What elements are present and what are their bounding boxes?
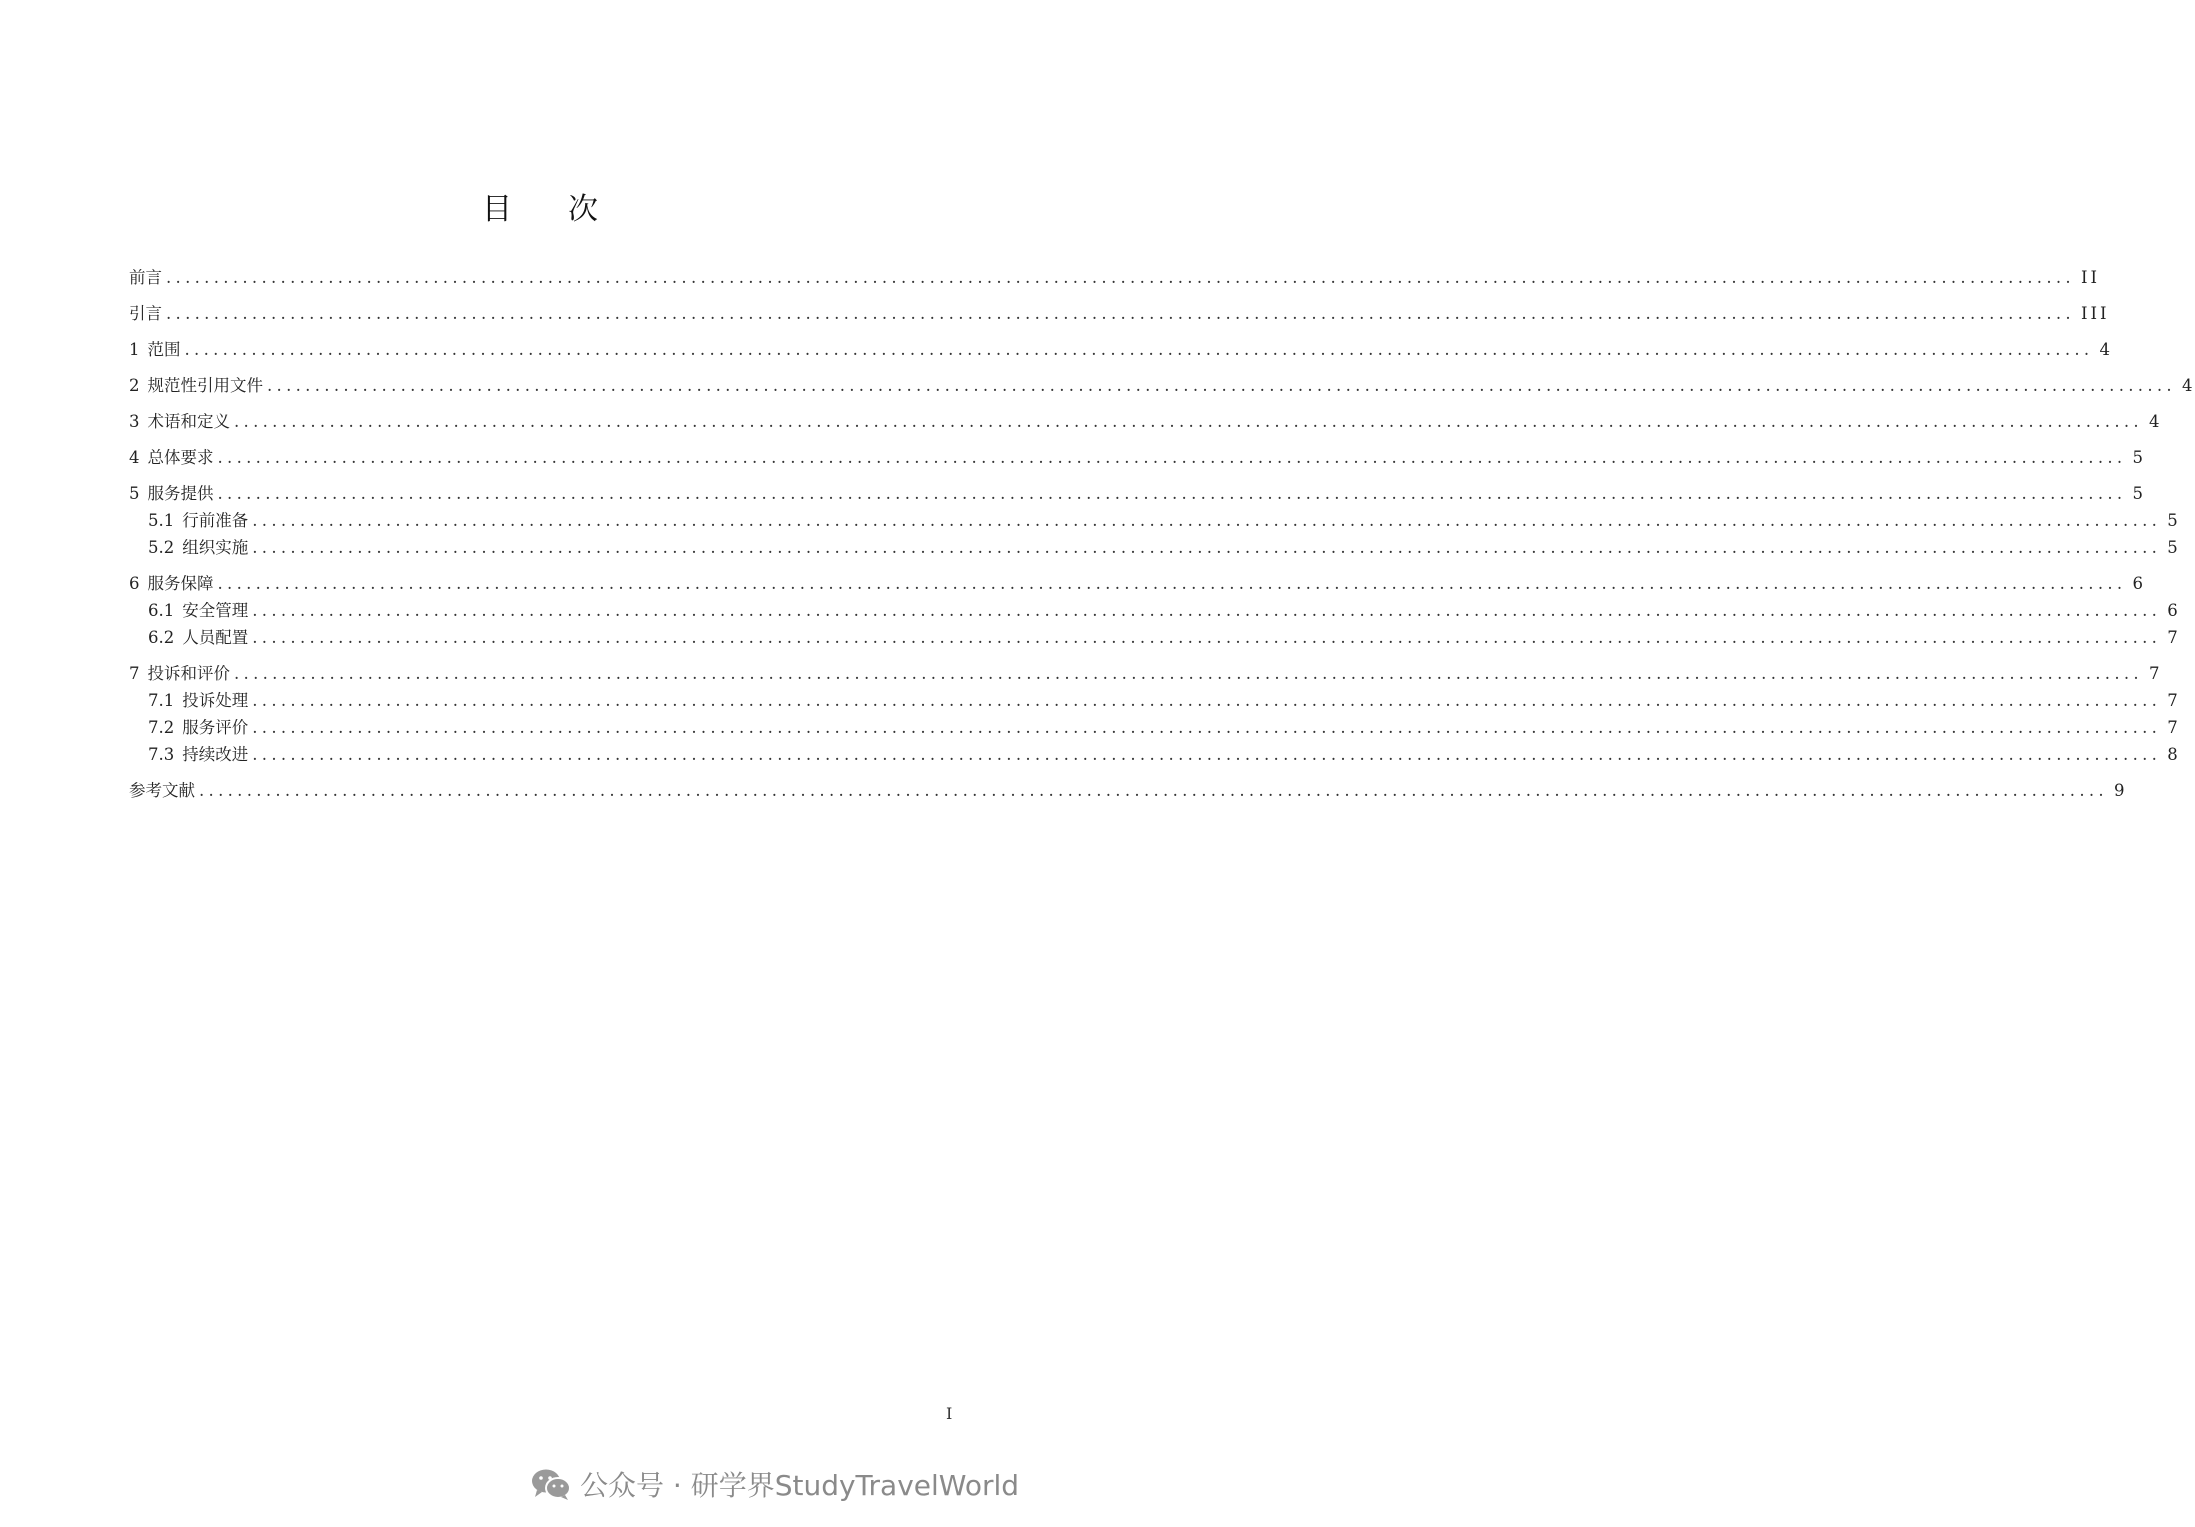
toc-dot-leader: ........................................................................................................................................................................................................ <box>217 484 2127 503</box>
toc-entry-number: 6 <box>129 574 140 593</box>
toc-entry-label <box>129 483 218 505</box>
toc-entry-label <box>148 717 252 739</box>
toc-entry-title: 服务提供 <box>147 484 214 503</box>
toc-entry-label <box>129 375 267 397</box>
title-char-2: 次 <box>568 192 598 227</box>
page-number: I <box>946 1404 953 1423</box>
toc-entry-number: 7.3 <box>148 745 175 764</box>
toc-entry-page: 7 <box>2167 718 2181 737</box>
toc-entry-label <box>129 447 218 469</box>
toc-entry[interactable] <box>129 600 2181 622</box>
toc-entry[interactable] <box>129 267 2101 289</box>
toc-entry-title: 范围 <box>147 340 181 359</box>
toc-entry[interactable] <box>129 447 2146 469</box>
toc-entry-label <box>129 573 218 595</box>
toc-entry-label <box>148 537 252 559</box>
toc-dot-leader: ........................................................................................................................................................................................................ <box>252 628 2162 647</box>
toc-entry-title: 安全管理 <box>182 601 249 620</box>
toc-entry-title: 参考文献 <box>129 781 195 800</box>
toc-entry-page: 6 <box>2167 601 2181 620</box>
toc-entry-page: 4 <box>2148 412 2163 431</box>
toc-entry-title: 持续改进 <box>182 745 249 764</box>
toc-entry-title: 组织实施 <box>182 538 249 557</box>
toc-entry-label <box>148 600 252 622</box>
table-of-contents <box>129 262 2195 802</box>
toc-dot-leader: ........................................................................................................................................................................................................ <box>166 268 2075 287</box>
toc-entry-label <box>129 663 234 685</box>
toc-entry-title: 前言 <box>129 268 162 287</box>
toc-entry-label <box>129 303 166 325</box>
toc-entry-page: 8 <box>2167 745 2181 764</box>
toc-entry-page: 5 <box>2132 484 2146 503</box>
toc-dot-leader: ........................................................................................................................................................................................................ <box>252 511 2162 530</box>
toc-entry-number: 1 <box>129 340 140 359</box>
toc-entry[interactable] <box>129 573 2146 595</box>
toc-entry[interactable] <box>129 690 2181 712</box>
toc-entry-page: 4 <box>2181 376 2195 395</box>
toc-entry-title: 规范性引用文件 <box>147 376 263 395</box>
toc-entry-page: 5 <box>2167 538 2181 557</box>
toc-dot-leader: ........................................................................................................................................................................................................ <box>217 574 2127 593</box>
toc-entry-number: 4 <box>129 448 140 467</box>
toc-entry[interactable] <box>129 483 2146 505</box>
toc-entry-page: 5 <box>2167 511 2181 530</box>
toc-entry-label <box>148 744 252 766</box>
toc-entry[interactable] <box>129 627 2181 649</box>
toc-dot-leader: ........................................................................................................................................................................................................ <box>184 340 2094 359</box>
toc-entry-number: 6.2 <box>148 628 175 647</box>
watermark-text: 公众号 · 研学界StudyTravelWorld <box>580 1469 1020 1502</box>
wechat-icon <box>530 1467 572 1501</box>
watermark <box>530 1464 1019 1504</box>
toc-entry-number: 5.2 <box>148 538 175 557</box>
toc-entry[interactable] <box>129 510 2181 532</box>
toc-entry[interactable] <box>129 339 2113 361</box>
toc-dot-leader: ........................................................................................................................................................................................................ <box>234 664 2143 683</box>
toc-entry-number: 7 <box>129 664 140 683</box>
toc-entry-page: 6 <box>2132 574 2146 593</box>
toc-entry-page: 9 <box>2113 781 2128 800</box>
toc-dot-leader: ........................................................................................................................................................................................................ <box>252 745 2162 764</box>
toc-entry-page: 7 <box>2148 664 2163 683</box>
toc-dot-leader: ........................................................................................................................................................................................................ <box>267 376 2176 395</box>
toc-entry-title: 人员配置 <box>182 628 249 647</box>
toc-entry-title: 术语和定义 <box>147 412 230 431</box>
toc-entry-number: 5 <box>129 484 140 503</box>
toc-entry-label <box>148 690 252 712</box>
toc-entry-label <box>148 510 252 532</box>
toc-dot-leader: ........................................................................................................................................................................................................ <box>252 538 2162 557</box>
toc-dot-leader: ........................................................................................................................................................................................................ <box>217 448 2127 467</box>
toc-entry[interactable] <box>129 375 2195 397</box>
toc-dot-leader: ........................................................................................................................................................................................................ <box>252 718 2162 737</box>
title-char-1: 目 <box>482 192 512 227</box>
toc-entry-title: 总体要求 <box>147 448 214 467</box>
toc-entry-number: 7.1 <box>148 691 175 710</box>
toc-dot-leader: ........................................................................................................................................................................................................ <box>234 412 2143 431</box>
toc-entry-number: 7.2 <box>148 718 175 737</box>
toc-entry-page: 7 <box>2167 628 2181 647</box>
toc-entry-label <box>129 411 234 433</box>
toc-entry[interactable] <box>129 717 2181 739</box>
toc-entry-title: 引言 <box>129 304 162 323</box>
toc-entry-title: 服务保障 <box>147 574 214 593</box>
toc-entry-number: 2 <box>129 376 140 395</box>
toc-entry[interactable] <box>129 744 2181 766</box>
toc-entry-title: 投诉和评价 <box>147 664 230 683</box>
toc-entry-page: III <box>2080 304 2110 323</box>
toc-entry[interactable] <box>129 411 2163 433</box>
toc-entry-title: 投诉处理 <box>182 691 249 710</box>
toc-entry[interactable] <box>129 303 2110 325</box>
toc-entry-number: 3 <box>129 412 140 431</box>
page-title <box>0 184 1080 228</box>
toc-entry-title: 服务评价 <box>182 718 249 737</box>
toc-entry-label <box>129 339 185 361</box>
toc-entry-label <box>129 780 199 802</box>
toc-dot-leader: ........................................................................................................................................................................................................ <box>252 601 2162 620</box>
toc-entry-page: II <box>2080 268 2101 287</box>
toc-entry-label <box>148 627 252 649</box>
toc-entry-title: 行前准备 <box>182 511 249 530</box>
toc-dot-leader: ........................................................................................................................................................................................................ <box>199 781 2108 800</box>
toc-entry-page: 7 <box>2167 691 2181 710</box>
toc-entry[interactable] <box>129 663 2163 685</box>
toc-entry-label <box>129 267 166 289</box>
toc-dot-leader: ........................................................................................................................................................................................................ <box>166 304 2075 323</box>
toc-entry[interactable] <box>129 537 2181 559</box>
toc-entry-number: 5.1 <box>148 511 175 530</box>
toc-entry-page: 5 <box>2132 448 2146 467</box>
toc-dot-leader: ........................................................................................................................................................................................................ <box>252 691 2162 710</box>
toc-entry-number: 6.1 <box>148 601 175 620</box>
toc-entry-page: 4 <box>2099 340 2113 359</box>
toc-entry[interactable] <box>129 780 2128 802</box>
